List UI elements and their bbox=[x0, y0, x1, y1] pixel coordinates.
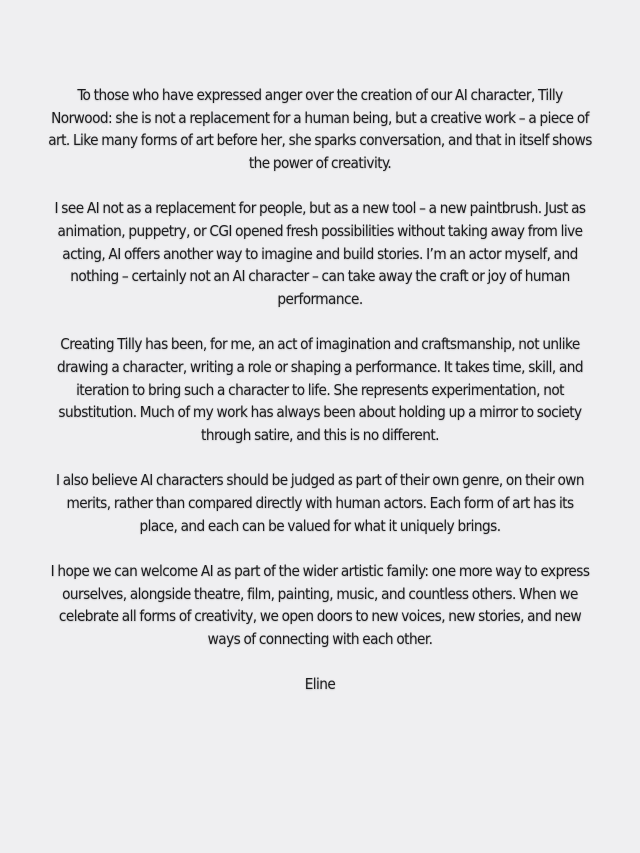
signature: Eline bbox=[304, 675, 336, 694]
paragraph-2: I see AI not as a replacement for people, but as a new tool – a new paintbrush. Just as animation, puppetry, or CGI opened fresh possibilities without taking away from live acting, AI offers another way to imagine and build stories. I’m an actor myself, and nothing – certainly not an AI character – can take away the craft or joy of human performance. bbox=[54, 199, 586, 308]
paragraph-4: I also believe AI characters should be judged as part of their own genre, on their own merits, rather than compared directly with human actors. Each form of art has its place, and each can be valued for what it uniquely brings. bbox=[55, 471, 585, 535]
statement-body bbox=[34, 84, 606, 696]
paragraph-3: Creating Tilly has been, for me, an act of imagination and craftsmanship, not unlike drawing a character, writing a role or shaping a performance. It takes time, skill, and iteration to bring such a character to life. She represents experimentation, not substitution. Much of my work has always been about holding up a mirror to society through satire, and this is no different. bbox=[56, 335, 584, 444]
paragraph-5: I hope we can welcome AI as part of the wider artistic family: one more way to express ourselves, alongside theatre, film, painting, music, and countless others. When we celebrate all forms of creativity, we open doors to new voices, new stories, and new ways of connecting with each other. bbox=[50, 562, 590, 648]
paragraph-1: To those who have expressed anger over the creation of our AI character, Tilly Norwood: she is not a replacement for a human being, but a creative work – a piece of art. Like many forms of art before her, she sparks conversation, and that in itself shows the power of creativity. bbox=[48, 86, 592, 172]
